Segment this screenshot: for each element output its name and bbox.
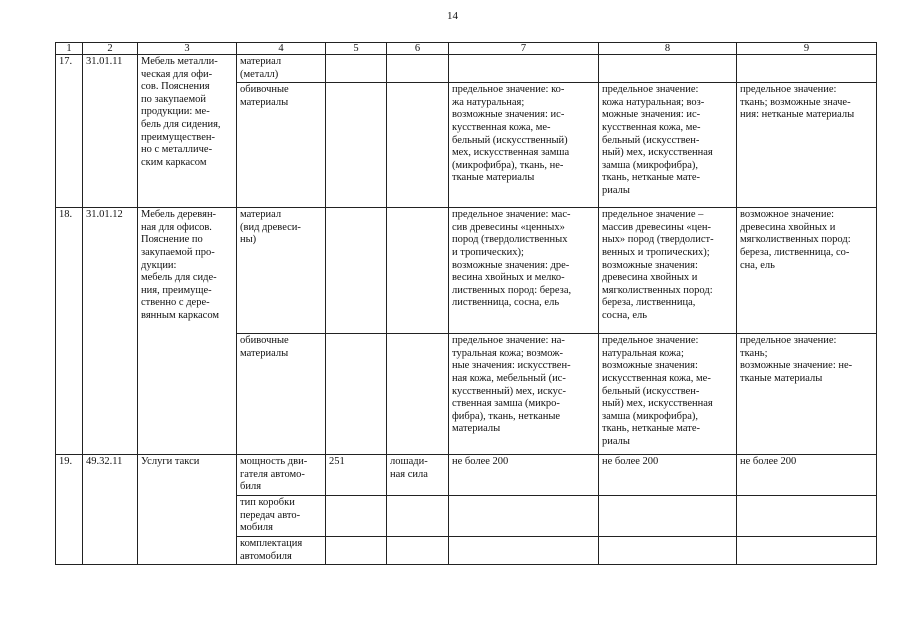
column-header: 6 [387, 43, 449, 55]
product-name: Услуги такси [138, 455, 237, 565]
value-col9 [737, 55, 877, 83]
value-col8 [599, 536, 737, 564]
characteristic: материал (металл) [237, 55, 326, 83]
unit-code: 251 [326, 455, 387, 496]
characteristic: комплектация автомобиля [237, 536, 326, 564]
column-header: 5 [326, 43, 387, 55]
value-col9: предельное значение: ткань; возможные значение: не- тканые материалы [737, 334, 877, 455]
column-header: 3 [138, 43, 237, 55]
unit-name [387, 496, 449, 537]
unit-name [387, 536, 449, 564]
unit-name: лошади- ная сила [387, 455, 449, 496]
table-row [56, 55, 877, 83]
value-col7: не более 200 [449, 455, 599, 496]
column-header: 4 [237, 43, 326, 55]
value-col9: не более 200 [737, 455, 877, 496]
column-header: 2 [83, 43, 138, 55]
value-col9: предельное значение: ткань; возможные значе- ния: нетканые материалы [737, 83, 877, 208]
value-col7: предельное значение: ко- жа натуральная; возможные значения: ис- кусственная кожа, ме- бельный (искусственный) мех, искусственная замша (микрофибра), ткань, не- тканые материалы [449, 83, 599, 208]
characteristic: обивочные материалы [237, 83, 326, 208]
product-name: Мебель металли- ческая для офи- сов. Пояснения по закупаемой продукции: ме- бель для сидения, преимуществен- но с металличе- ским каркасом [138, 55, 237, 208]
table-row [56, 208, 877, 334]
unit-name [387, 334, 449, 455]
unit-name [387, 83, 449, 208]
value-col7: предельное значение: мас- сив древесины «ценных» пород (твердолиственных и тропических); возможные значения: дре- весина хвойных и мелко- лиственных пород: береза, лиственница, сосна, ель [449, 208, 599, 334]
value-col8 [599, 496, 737, 537]
okpd-code: 49.32.11 [83, 455, 138, 565]
unit-code [326, 83, 387, 208]
value-col9: возможное значение: древесина хвойных и мягколиственных пород: береза, лиственница, со- сна, ель [737, 208, 877, 334]
characteristic: материал (вид древеси- ны) [237, 208, 326, 334]
unit-code [326, 536, 387, 564]
unit-code [326, 208, 387, 334]
characteristic: мощность дви- гателя автомо- биля [237, 455, 326, 496]
value-col9 [737, 536, 877, 564]
value-col8: не более 200 [599, 455, 737, 496]
value-col7 [449, 496, 599, 537]
characteristic: тип коробки передач авто- мобиля [237, 496, 326, 537]
okpd-code: 31.01.12 [83, 208, 138, 455]
product-name: Мебель деревян- ная для офисов. Пояснение по закупаемой про- дукции: мебель для сиде- ния, преимуще- ственно с дере- вянным каркасом [138, 208, 237, 455]
column-number-row [56, 43, 877, 55]
table-row [56, 455, 877, 496]
okpd-code: 31.01.11 [83, 55, 138, 208]
unit-name [387, 55, 449, 83]
row-number: 17. [56, 55, 83, 208]
unit-code [326, 496, 387, 537]
column-header: 7 [449, 43, 599, 55]
value-col8 [599, 55, 737, 83]
unit-name [387, 208, 449, 334]
column-header: 9 [737, 43, 877, 55]
page-number: 14 [447, 10, 458, 22]
characteristic: обивочные материалы [237, 334, 326, 455]
value-col8: предельное значение: натуральная кожа; возможные значения: искусственная кожа, ме- бельный (искусствен- ный) мех, искусственная замша (микрофибра), ткань, нетканые мате- риалы [599, 334, 737, 455]
row-number: 19. [56, 455, 83, 565]
value-col8: предельное значение – массив древесины «цен- ных» пород (твердолист- венных и тропических); возможные значения: древесина хвойных и мягколиственных пород: береза, лиственница, сосна, ель [599, 208, 737, 334]
value-col7 [449, 536, 599, 564]
unit-code [326, 334, 387, 455]
row-number: 18. [56, 208, 83, 455]
value-col9 [737, 496, 877, 537]
characteristics-table [55, 42, 877, 565]
unit-code [326, 55, 387, 83]
column-header: 1 [56, 43, 83, 55]
value-col7: предельное значение: на- туральная кожа; возмож- ные значения: искусствен- ная кожа, мебельный (ис- кусственный) мех, искус- ственная замша (микро- фибра), ткань, нетканые материалы [449, 334, 599, 455]
value-col7 [449, 55, 599, 83]
value-col8: предельное значение: кожа натуральная; воз- можные значения: ис- кусственная кожа, ме- бельный (искусствен- ный) мех, искусственная замша (микрофибра), ткань, нетканые мате- риалы [599, 83, 737, 208]
column-header: 8 [599, 43, 737, 55]
